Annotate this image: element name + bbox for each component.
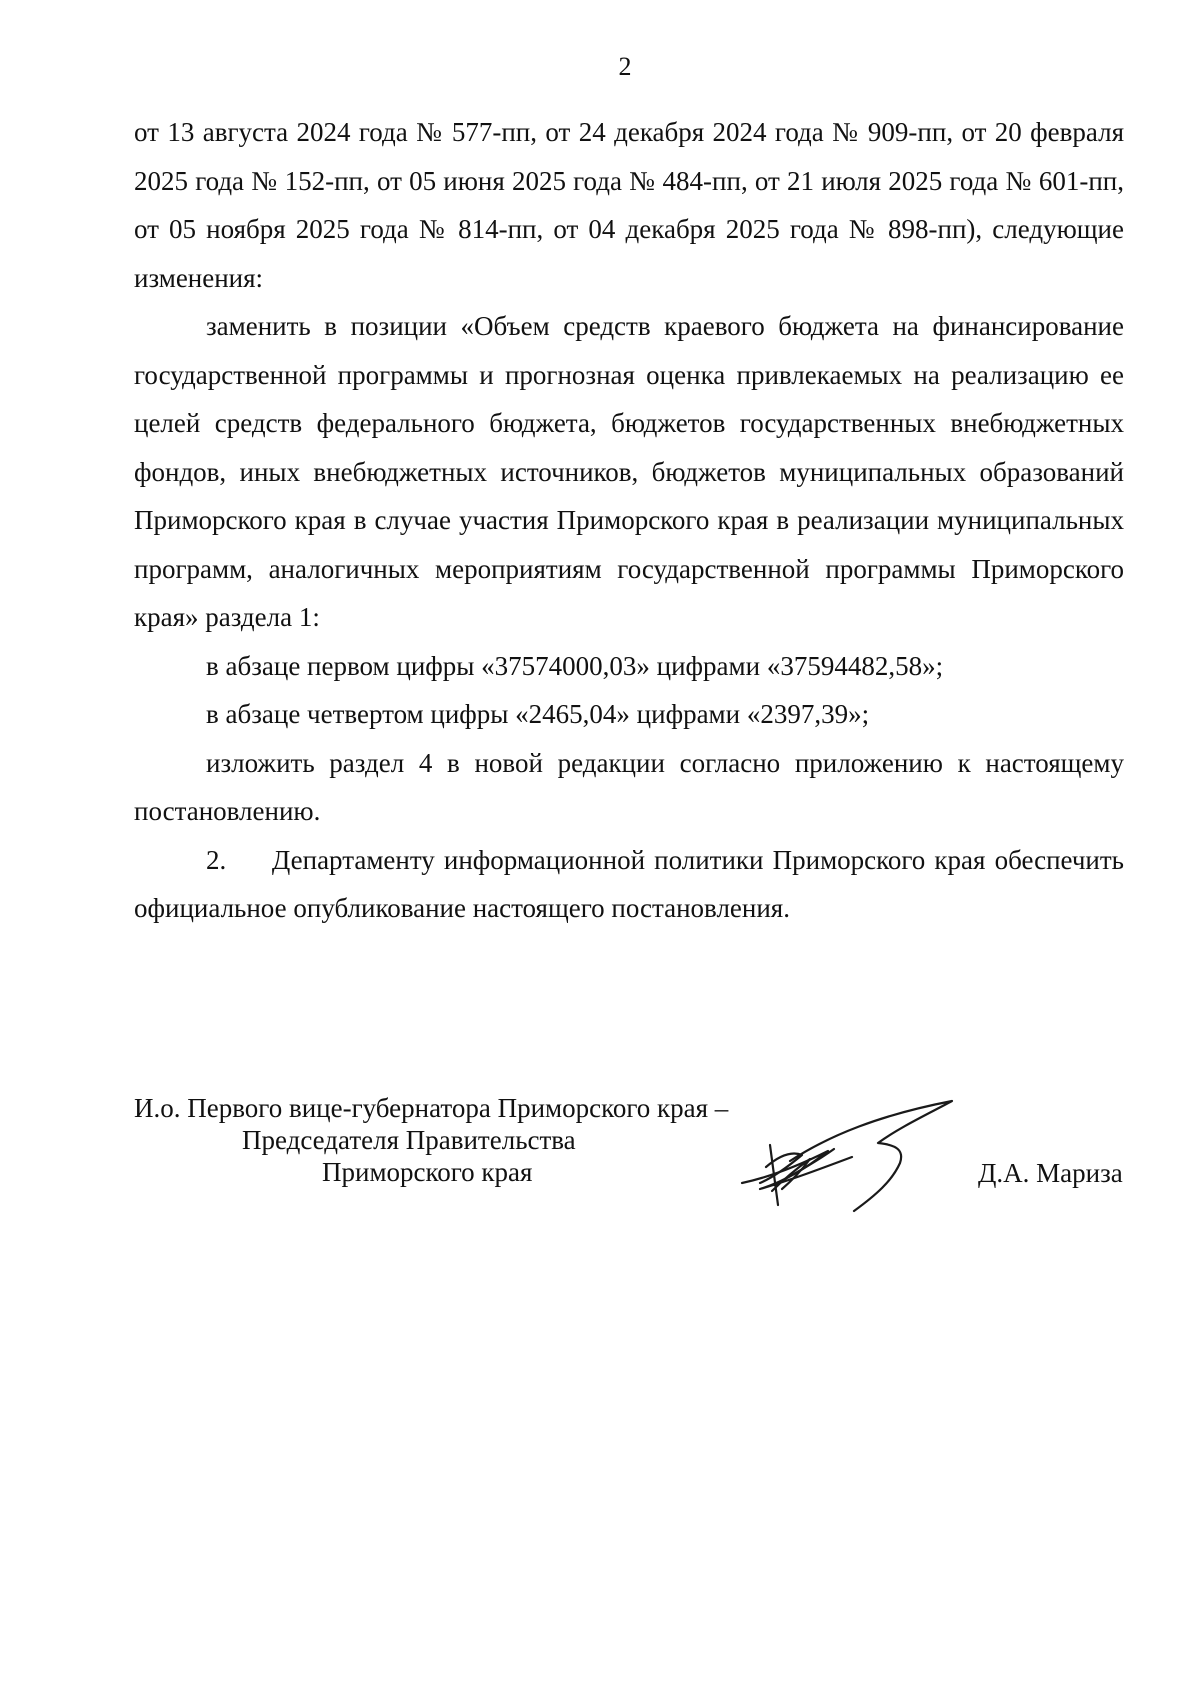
paragraph-section-4: изложить раздел 4 в новой редакции согласно приложению к настоящему постановлению. xyxy=(134,747,1124,826)
signer-name: Д.А. Мариза xyxy=(978,1158,1123,1188)
page-number: 2 xyxy=(618,52,632,81)
document-body xyxy=(134,108,1124,933)
handwritten-signature-icon xyxy=(730,1085,980,1215)
signatory-title-line-3: Приморского края xyxy=(322,1157,533,1187)
paragraph-replace-position: заменить в позиции «Объем средств краевого бюджета на финансирование государственной программы и прогнозная оценка привлекаемых на реализацию ее целей средств федерального бюджета, бюджетов государственных внебюджетных фондов, иных внебюджетных источников, бюджетов муниципальных образований Приморского края в случае участия Приморского края в реализации муниципальных программ, аналогичных мероприятиям государственной программы Приморского края» раздела 1: xyxy=(134,311,1124,632)
signatory-title xyxy=(134,1092,728,1188)
paragraph-fourth-abzac: в абзаце четвертом цифры «2465,04» цифрами «2397,39»; xyxy=(206,699,870,729)
paragraph-amendment-list: от 13 августа 2024 года № 577-пп, от 24 декабря 2024 года № 909-пп, от 20 февраля 2025 года № 152-пп, от 05 июня 2025 года № 484-пп, от 21 июля 2025 года № 601-пп, от 05 ноября 2025 года № 814-пп, от 04 декабря 2025 года № 898-пп), следующие изменения: xyxy=(134,117,1124,293)
paragraph-publication: 2. Департаменту информационной политики Приморского края обеспечить официальное опубликование настоящего постановления. xyxy=(134,844,1124,923)
paragraph-first-abzac: в абзаце первом цифры «37574000,03» цифрами «37594482,58»; xyxy=(206,650,944,681)
signatory-title-line-1: И.о. Первого вице-губернатора Приморского края – xyxy=(134,1093,729,1123)
signatory-title-line-2: Председателя Правительства xyxy=(242,1125,576,1155)
